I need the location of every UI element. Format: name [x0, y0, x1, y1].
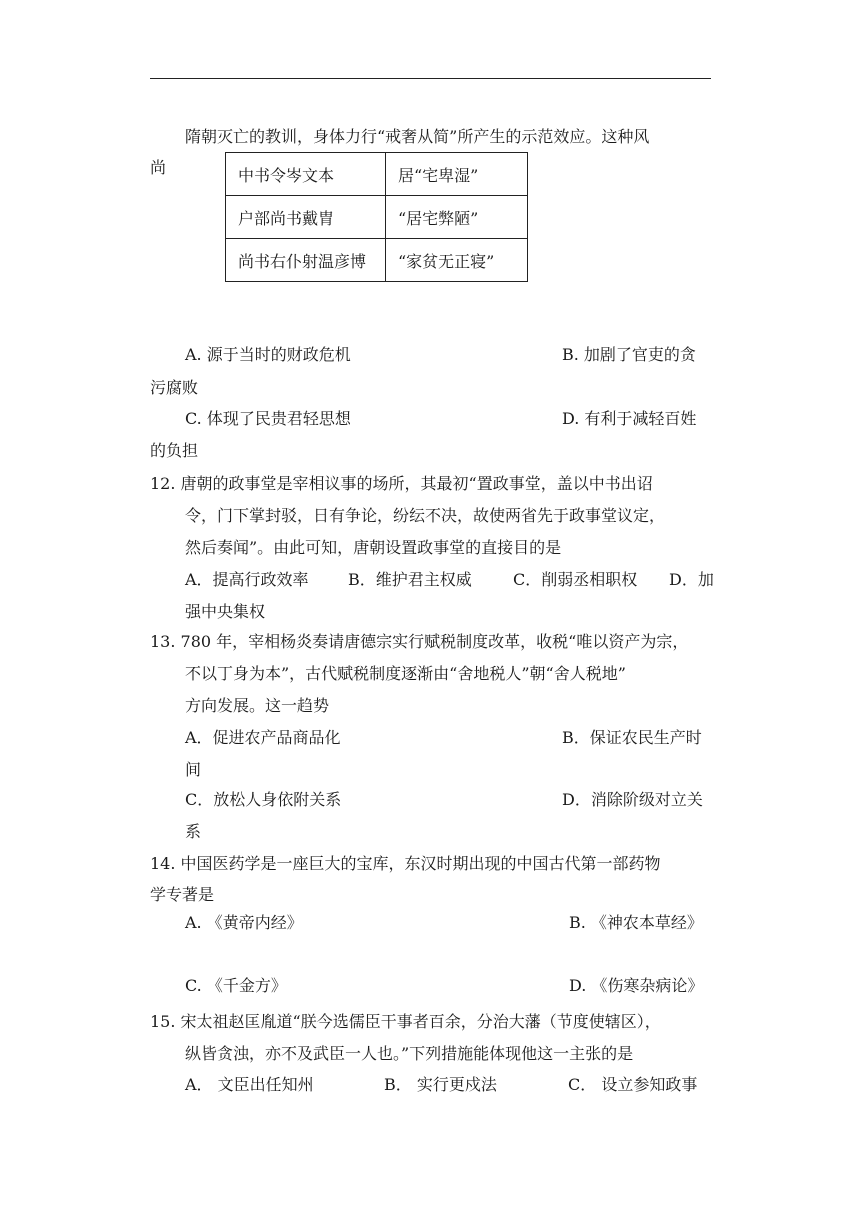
table-cell-quote: 居“宅卑湿” [386, 153, 528, 196]
q12-option-a: A．提高行政效率 [185, 570, 309, 589]
table-cell-official: 户部尚书戴胄 [226, 196, 386, 239]
q12-option-d: D．加 [669, 570, 714, 589]
table-cell-official: 中书令岑文本 [226, 153, 386, 196]
q12-stem-line-1: 12. 唐朝的政事堂是宰相议事的场所，其最初“置政事堂，盖以中书出诏 [150, 474, 653, 493]
q15-stem-line-2: 纵皆贪浊，亦不及武臣一人也。”下列措施能体现他这一主张的是 [185, 1044, 634, 1063]
q13-option-d: D．消除阶级对立关 [562, 790, 703, 809]
q13-stem-line-2: 不以丁身为本”，古代赋税制度逐渐由“舍地税人”朝“舍人税地” [185, 664, 626, 683]
q11-option-b-tail: 污腐败 [150, 378, 199, 397]
table-cell-quote: “居宅弊陋” [386, 196, 528, 239]
q11-option-d-tail: 的负担 [150, 441, 199, 460]
intro-line-1: 隋朝灭亡的教训，身体力行“戒奢从简”所产生的示范效应。这种风 [185, 127, 650, 146]
table-row [226, 196, 528, 239]
q15-option-a: A． 文臣出任知州 [185, 1075, 314, 1094]
q13-option-a: A．促进农产品商品化 [185, 728, 341, 747]
q11-option-d: D. 有利于减轻百姓 [562, 409, 697, 428]
q13-stem-line-1: 13. 780 年，宰相杨炎奏请唐德宗实行赋税制度改革，收税“唯以资产为宗， [150, 632, 689, 651]
q12-stem-line-3: 然后奏闻”。由此可知，唐朝设置政事堂的直接目的是 [185, 538, 562, 557]
intro-line-2: 尚 [150, 158, 167, 177]
q14-stem-line-1: 14. 中国医药学是一座巨大的宝库，东汉时期出现的中国古代第一部药物 [150, 854, 661, 873]
q15-stem-line-1: 15. 宋太祖赵匡胤道“朕今选儒臣干事者百余，分治大藩（节度使辖区）， [150, 1012, 661, 1031]
q13-option-b: B．保证农民生产时 [562, 728, 702, 747]
q13-option-d-tail: 系 [185, 822, 202, 841]
q14-option-d: D. 《伤寒杂病论》 [569, 976, 704, 995]
table-row [226, 153, 528, 196]
q11-option-c: C. 体现了民贵君轻思想 [185, 409, 351, 428]
q13-option-c: C．放松人身依附关系 [185, 790, 342, 809]
q13-option-b-tail: 间 [185, 760, 202, 779]
q14-option-c: C. 《千金方》 [185, 976, 287, 995]
table-row [226, 239, 528, 282]
q13-stem-line-3: 方向发展。这一趋势 [185, 696, 330, 715]
q11-option-b: B. 加剧了官吏的贪 [562, 345, 696, 364]
q11-option-a: A. 源于当时的财政危机 [185, 345, 351, 364]
q12-stem-line-2: 令，门下掌封驳，日有争论，纷纭不决，故使两省先于政事堂议定， [185, 506, 666, 525]
q12-option-c: C．削弱丞相职权 [513, 570, 638, 589]
q15-option-c: C． 设立参知政事 [568, 1075, 698, 1094]
q12-option-d-tail: 强中央集权 [185, 602, 266, 621]
q14-option-b: B. 《神农本草经》 [569, 913, 703, 932]
table-cell-official: 尚书右仆射温彦博 [226, 239, 386, 282]
q12-option-b: B．维护君主权威 [348, 570, 472, 589]
q14-stem-line-2: 学专著是 [150, 885, 215, 904]
q14-option-a: A. 《黄帝内经》 [185, 913, 303, 932]
q15-option-b: B． 实行更戍法 [384, 1075, 497, 1094]
table-cell-quote: “家贫无正寝” [386, 239, 528, 282]
header-rule [150, 78, 711, 79]
officials-table [225, 152, 528, 282]
